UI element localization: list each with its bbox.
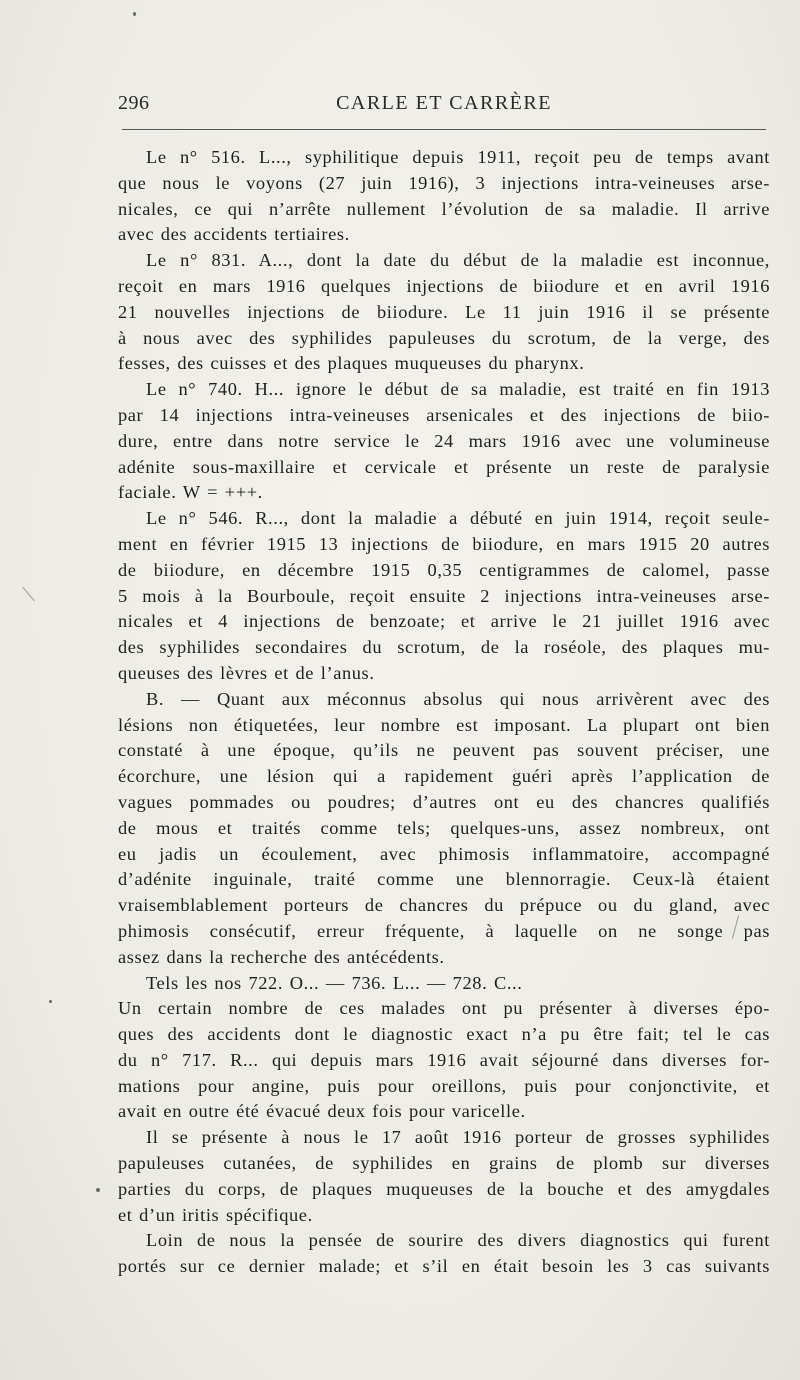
text-line: et d’un iritis spécifique. [118,1204,313,1225]
text-line: du n° 717. R... qui depuis mars 1916 avait séjourné dans diverses for- [118,1049,770,1070]
text-line: adénite sous-maxillaire et cervicale et présente un reste de paralysie [118,456,770,477]
text-line: nicales, ce qui n’arrête nullement l’évolution de sa maladie. Il arrive [118,198,770,219]
text-line: mations pour angine, puis pour oreillons, puis pour conjonctivite, et [118,1075,770,1096]
text-line: de biiodure, en décembre 1915 0,35 centigrammes de calomel, passe [118,559,770,580]
text-line: 5 mois à la Bourboule, reçoit ensuite 2 injections intra-veineuses arse- [118,585,770,606]
scan-speck [49,1000,52,1003]
text-line: Tels les nos 722. O... — 736. L... — 728. C... [146,972,523,993]
text-line: parties du corps, de plaques muqueuses de la bouche et des amygdales [118,1178,770,1199]
text-line: faciale. W = +++. [118,482,263,503]
text-line: queuses des lèvres et de l’anus. [118,662,375,683]
text-line: des syphilides secondaires du scrotum, de la roséole, des plaques mu- [118,637,770,658]
text-line: assez dans la recherche des antécédents. [118,946,445,967]
text-line: de mous et traités comme tels; quelques-uns, assez nombreux, ont [118,817,770,838]
text-line: par 14 injections intra-veineuses arsenicales et des injections de biio- [118,404,770,425]
text-line: eu jadis un écoulement, avec phimosis inflammatoire, accompagné [118,843,770,864]
text-line: à nous avec des syphilides papuleuses du scrotum, de la verge, des [118,327,770,348]
text-line: d’adénite inguinale, traité comme une blennorragie. Ceux-là étaient [118,869,770,890]
text-line: lésions non étiquetées, leur nombre est imposant. La plupart ont bien [118,714,770,735]
text-line: vagues pommades ou poudres; d’autres ont eu des chancres qualifiés [118,791,770,812]
page-number: 296 [118,92,150,114]
text-line: Le n° 740. H... ignore le début de sa maladie, est traité en fin 1913 [146,379,770,400]
text-line: papuleuses cutanées, de syphilides en grains de plomb sur diverses [118,1153,770,1174]
text-line: Le n° 546. R..., dont la maladie a débuté en juin 1914, reçoit seule- [146,508,770,529]
text-line: Le n° 831. A..., dont la date du début de la maladie est inconnue, [146,250,770,271]
text-line: ment en février 1915 13 injections de biiodure, en mars 1915 20 autres [118,533,770,554]
running-title: CARLE ET CARRÈRE [336,92,552,114]
text-line: nicales et 4 injections de benzoate; et arrive le 21 juillet 1916 avec [118,611,770,632]
text-line: Le n° 516. L..., syphilitique depuis 1911, reçoit peu de temps avant [146,147,770,167]
text-line: fesses, des cuisses et des plaques muqueuses du pharynx. [118,353,585,374]
scan-speck [133,12,136,16]
text-line: vraisemblablement porteurs de chancres du prépuce ou du gland, avec [118,895,770,916]
header-rule [122,129,766,130]
text-line: ques des accidents dont le diagnostic exact n’a pu être fait; tel le cas [118,1024,770,1045]
text-line: Il se présente à nous le 17 août 1916 porteur de grosses syphilides [146,1127,770,1148]
scan-mark [22,587,34,601]
text-line: portés sur ce dernier malade; et s’il en était besoin les 3 cas suivants [118,1256,770,1277]
text-line: écorchure, une lésion qui a rapidement guéri après l’application de [118,766,770,787]
running-head [118,92,770,116]
text-line: 21 nouvelles injections de biiodure. Le 11 juin 1916 il se présente [118,301,770,322]
scan-speck [96,1188,100,1192]
text-line: constaté à une époque, qu’ils ne peuvent pas souvent préciser, une [118,740,770,761]
text-line: Un certain nombre de ces malades ont pu présenter à diverses épo- [118,998,770,1019]
text-line: que nous le voyons (27 juin 1916), 3 injections intra-veineuses arse- [118,172,770,193]
text-line: avec des accidents tertiaires. [118,224,350,245]
body-text [118,145,770,1280]
text-line: avait en outre été évacué deux fois pour varicelle. [118,1101,526,1122]
text-line: phimosis consécutif, erreur fréquente, à laquelle on ne songe pas [118,920,770,941]
text-line: reçoit en mars 1916 quelques injections de biiodure et en avril 1916 [118,275,770,296]
text-line: B. — Quant aux méconnus absolus qui nous arrivèrent avec des [146,688,770,709]
text-line: dure, entre dans notre service le 24 mars 1916 avec une volumineuse [118,430,770,451]
text-line: Loin de nous la pensée de sourire des divers diagnostics qui furent [146,1230,770,1251]
